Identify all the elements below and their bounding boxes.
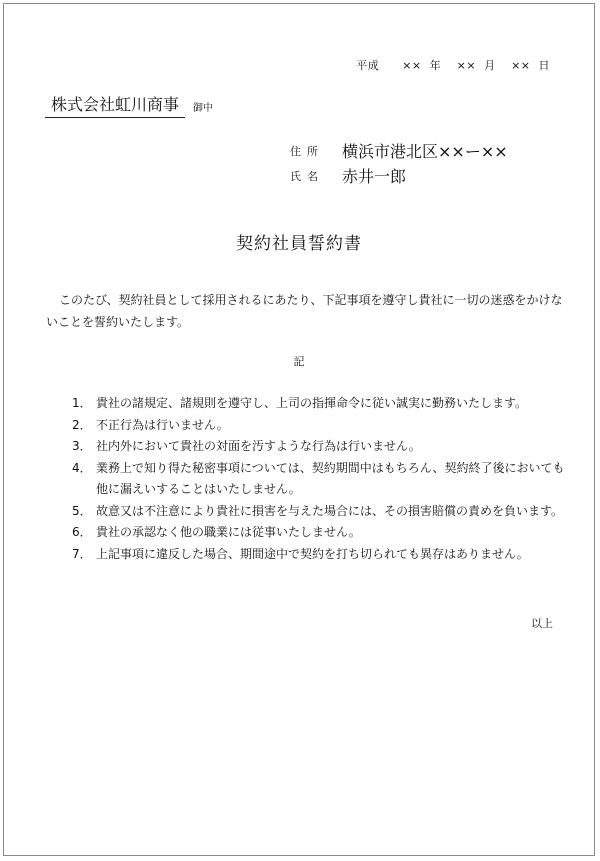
pledge-number: 1． — [72, 396, 92, 410]
pledge-item — [72, 458, 567, 501]
pledge-text: 不正行為は行いません。 — [96, 417, 229, 432]
addressee-company: 株式会社虹川商事 — [45, 92, 185, 118]
pledge-number: 2． — [72, 417, 92, 432]
document-page — [3, 3, 595, 856]
pledge-item — [72, 393, 567, 415]
pledge-item — [72, 501, 567, 523]
pledge-item — [72, 544, 567, 566]
pledge-item — [72, 415, 567, 437]
pledge-number: 4． — [72, 460, 92, 475]
pledge-number: 5． — [72, 503, 92, 518]
sender-name: 赤井一郎 — [342, 167, 407, 186]
pledge-number: 3． — [72, 439, 92, 453]
pledge-item — [72, 436, 567, 458]
addressee — [45, 92, 213, 118]
closing-ijo: 以上 — [531, 617, 553, 630]
document-title: 契約社員誓約書 — [236, 234, 362, 254]
intro-paragraph: このたび、契約社員として採用されるにあたり、下記事項を遵守し貴社に一切の迷惑をかけないことを誓約いたします。 — [46, 293, 563, 329]
sender-address-row — [290, 139, 508, 162]
pledge-list — [72, 393, 567, 565]
pledge-number: 7． — [72, 546, 92, 561]
address-label: 住所 — [290, 144, 324, 158]
pledge-text: 貴社の諸規定、諸規則を遵守し、上司の指揮命令に従い誠実に勤務いたします。 — [96, 396, 528, 410]
pledge-text: 上記事項に違反した場合、期間途中で契約を打ち切られても異存はありません。 — [96, 546, 529, 561]
name-label: 氏名 — [290, 169, 324, 183]
pledge-text: 業務上で知り得た秘密事項については、契約期間中はもちろん、契約終了後においても他に漏えいすることはいたしません。 — [96, 460, 565, 496]
addressee-honorific: 御中 — [193, 103, 214, 114]
pledge-item — [72, 522, 567, 544]
document-date: 平成 ×× 年 ×× 月 ×× 日 — [356, 59, 550, 72]
pledge-number: 6． — [72, 525, 92, 539]
pledge-text: 社内外において貴社の対面を汚すような行為は行いません。 — [96, 439, 421, 453]
ki-heading: 記 — [293, 355, 305, 368]
pledge-text: 貴社の承認なく他の職業には従事いたしません。 — [96, 525, 361, 539]
sender-name-row — [290, 164, 406, 187]
pledge-text: 故意又は不注意により貴社に損害を与えた場合には、その損害賠償の責めを負います。 — [96, 503, 564, 518]
sender-address: 横浜市港北区××ー×× — [342, 142, 508, 161]
